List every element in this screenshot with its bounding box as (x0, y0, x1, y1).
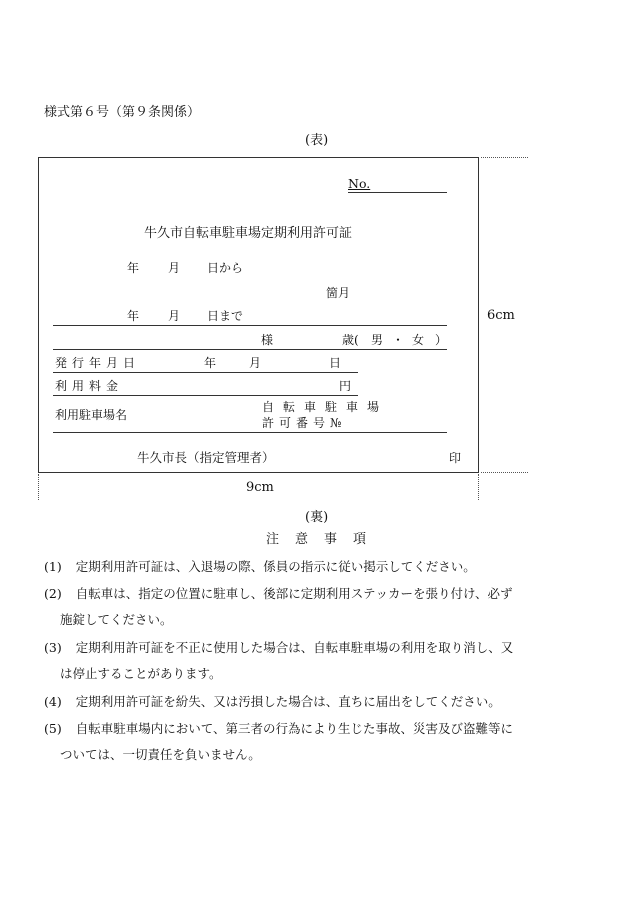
rule-issue (53, 372, 358, 373)
rule-period (53, 325, 447, 326)
seal-mark: 印 (449, 451, 462, 465)
yen-label: 円 (339, 379, 352, 393)
issue-day: 日 (329, 356, 342, 370)
card-title: 牛久市自転車駐車場定期利用許可証 (144, 226, 353, 241)
note-text: 自転車は、指定の位置に駐車し、後部に定期利用ステッカーを張り付け、必ず (75, 586, 513, 601)
note-item (44, 696, 604, 709)
issue-month: 月 (249, 356, 262, 370)
note-number: (3) (44, 640, 62, 655)
to-day: 日まで (207, 309, 244, 323)
months-label: 箇月 (326, 286, 351, 300)
dimension-guide-left (38, 474, 39, 500)
note-continuation: ついては、一切責任を負いません。 (60, 747, 261, 762)
from-day: 日から (207, 261, 244, 275)
note-text: 定期利用許可証を紛失、又は汚損した場合は、直ちに届出をしてください。 (75, 694, 501, 709)
to-month: 月 (168, 309, 181, 323)
rule-parking (53, 432, 447, 433)
permit-card (38, 157, 479, 473)
no-label: No. (348, 176, 371, 191)
to-year: 年 (127, 309, 140, 323)
permit-number-label: 許可番号№ (262, 416, 347, 430)
note-text: 定期利用許可証は、入退場の際、係員の指示に従い掲示してください。 (75, 559, 476, 574)
no-underline (348, 192, 447, 193)
front-label: (表) (305, 133, 329, 148)
note-item (44, 642, 604, 655)
close-paren: ） (435, 333, 448, 347)
note-item (44, 588, 604, 601)
mayor-label: 牛久市長（指定管理者） (137, 450, 275, 465)
sama-label: 様 (261, 333, 274, 347)
note-item (44, 723, 604, 736)
note-number: (1) (44, 559, 62, 574)
note-text: 定期利用許可証を不正に使用した場合は、自転車駐車場の利用を取り消し、又 (75, 640, 514, 655)
height-label: 6cm (487, 308, 515, 323)
sex-female: 女 (412, 333, 425, 347)
from-month: 月 (168, 261, 181, 275)
sex-dot: ・ (392, 333, 405, 347)
notes-title: 注意事項 (266, 532, 383, 547)
issue-year: 年 (204, 356, 217, 370)
note-item (44, 561, 604, 574)
width-label: 9cm (246, 480, 274, 495)
note-text: 自転車駐車場内において、第三者の行為により生じた事故、災害及び盗難等に (75, 721, 513, 736)
note-number: (5) (44, 721, 62, 736)
back-label: (裏) (305, 510, 329, 525)
rule-fee (53, 395, 358, 396)
from-year: 年 (127, 261, 140, 275)
note-continuation: 施錠してください。 (60, 612, 173, 627)
dimension-guide-bottom (481, 472, 528, 473)
sex-male: 男 (371, 333, 384, 347)
form-id: 様式第６号（第９条関係） (44, 105, 201, 120)
fee-label: 利用料金 (55, 379, 124, 393)
note-number: (4) (44, 694, 62, 709)
dimension-guide-right (478, 474, 479, 500)
note-continuation: は停止することがあります。 (60, 666, 222, 681)
parking-label: 利用駐車場名 (55, 408, 128, 422)
note-number: (2) (44, 586, 62, 601)
age-label: 歳( (342, 333, 359, 347)
issue-label: 発行年月日 (55, 356, 141, 370)
rule-name (53, 349, 447, 350)
dimension-guide-top (481, 157, 528, 158)
permit-line1: 自転車駐車場 (262, 400, 389, 414)
